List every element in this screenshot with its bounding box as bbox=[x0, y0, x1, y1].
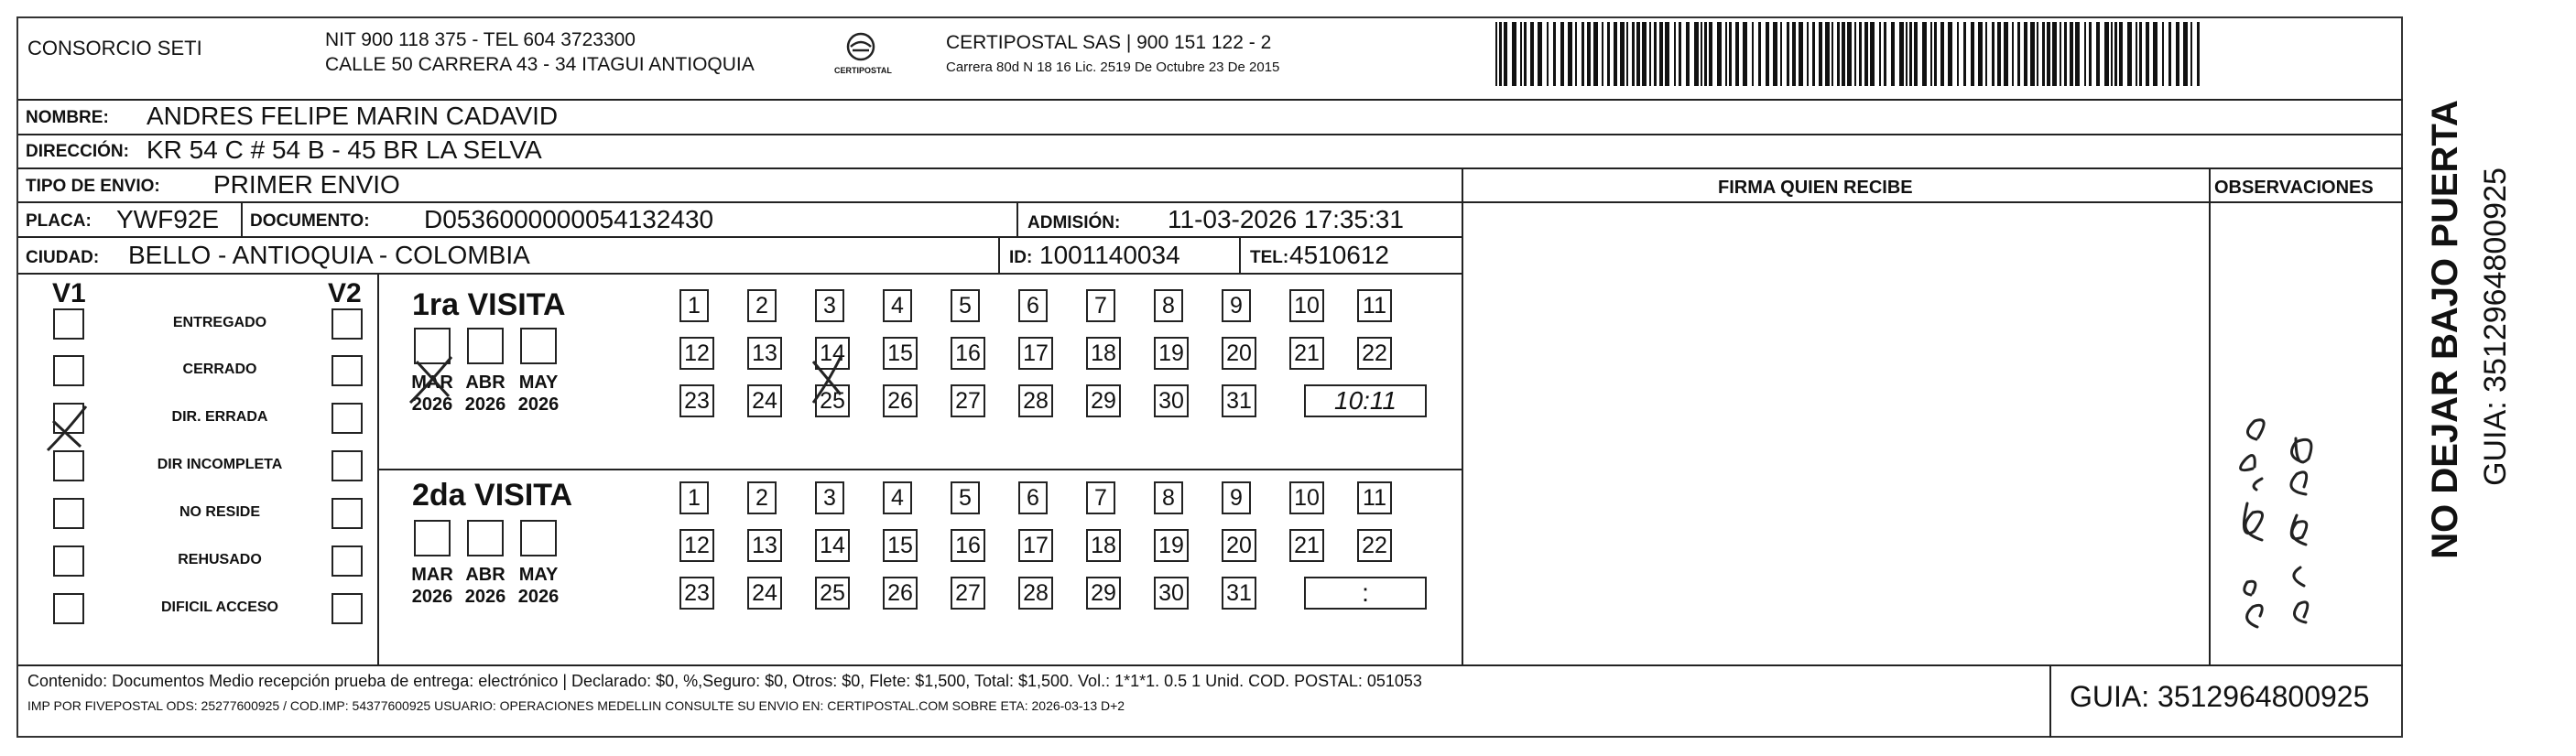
barcode-bar bbox=[1553, 22, 1556, 86]
day-box[interactable]: 14 bbox=[815, 337, 850, 370]
day-box[interactable]: 19 bbox=[1154, 337, 1189, 370]
year-label: 2026 bbox=[464, 587, 506, 607]
barcode-bar bbox=[1636, 22, 1640, 86]
barcode-bar bbox=[1704, 22, 1707, 86]
day-box[interactable]: 1 bbox=[679, 481, 709, 514]
barcode-bar bbox=[2047, 22, 2050, 86]
barcode-bar bbox=[2024, 22, 2027, 86]
id-label: ID: bbox=[1009, 248, 1033, 267]
barcode-bar bbox=[2127, 22, 2132, 86]
logo-text: CERTIPOSTAL bbox=[834, 66, 892, 75]
visit2-title: 2da VISITA bbox=[412, 478, 573, 513]
barcode-bar bbox=[1922, 22, 1927, 86]
admission-label: ADMISIÓN: bbox=[1027, 213, 1121, 232]
barcode-bar bbox=[1607, 22, 1610, 86]
day-box[interactable]: 26 bbox=[883, 384, 918, 417]
status-label: CERRADO bbox=[182, 362, 257, 377]
day-box[interactable]: 26 bbox=[883, 577, 918, 610]
city-value: BELLO - ANTIOQUIA - COLOMBIA bbox=[128, 241, 530, 269]
day-box[interactable]: 13 bbox=[747, 529, 782, 562]
day-box[interactable]: 8 bbox=[1154, 289, 1183, 322]
day-box[interactable]: 15 bbox=[883, 529, 918, 562]
barcode-bar bbox=[1752, 22, 1754, 86]
barcode-bar bbox=[1792, 22, 1796, 86]
day-box[interactable]: 12 bbox=[679, 529, 714, 562]
barcode-bar bbox=[2089, 22, 2092, 86]
barcode-bar bbox=[2176, 22, 2179, 86]
day-box[interactable]: 5 bbox=[951, 481, 980, 514]
address-label: DIRECCIÓN: bbox=[26, 142, 129, 161]
address-line: CALLE 50 CARRERA 43 - 34 ITAGUI ANTIOQUIA bbox=[325, 54, 755, 75]
barcode-bar bbox=[2004, 22, 2008, 86]
barcode-bar bbox=[2190, 22, 2192, 86]
barcode-bar bbox=[1914, 22, 1918, 86]
barcode-bar bbox=[1773, 22, 1777, 86]
status-label: DIR. ERRADA bbox=[171, 409, 268, 425]
barcode-bar bbox=[1547, 22, 1549, 86]
year-label: 2026 bbox=[517, 394, 560, 415]
barcode-bar bbox=[1985, 22, 1987, 86]
barcode-bar bbox=[1978, 22, 1983, 86]
day-box[interactable]: 29 bbox=[1086, 577, 1121, 610]
barcode-bar bbox=[1575, 22, 1577, 86]
barcode-bar bbox=[1729, 22, 1732, 86]
day-box[interactable]: 31 bbox=[1222, 384, 1256, 417]
barcode-bar bbox=[1766, 22, 1769, 86]
barcode-bar bbox=[2096, 22, 2100, 86]
barcode-bar bbox=[2012, 22, 2014, 86]
barcode-bar bbox=[1971, 22, 1974, 86]
side-guia: GUIA: 3512964800925 bbox=[2478, 167, 2513, 486]
month-label: MAY bbox=[518, 373, 559, 393]
barcode-bar bbox=[1812, 22, 1815, 86]
city-label: CIUDAD: bbox=[26, 248, 100, 267]
day-box[interactable]: 22 bbox=[1357, 337, 1392, 370]
barcode-bar bbox=[1934, 22, 1937, 86]
year-label: 2026 bbox=[517, 587, 560, 607]
day-box[interactable]: 4 bbox=[883, 481, 912, 514]
day-box[interactable]: 4 bbox=[883, 289, 912, 322]
recipient-address: KR 54 C # 54 B - 45 BR LA SELVA bbox=[147, 135, 542, 164]
shipment-type: PRIMER ENVIO bbox=[213, 170, 400, 199]
day-box[interactable]: 19 bbox=[1154, 529, 1189, 562]
barcode-bar bbox=[1997, 22, 2001, 86]
day-box[interactable]: 17 bbox=[1018, 529, 1053, 562]
day-box[interactable]: 21 bbox=[1289, 337, 1324, 370]
month-label: ABR bbox=[465, 373, 505, 393]
barcode-bar bbox=[2197, 22, 2200, 86]
barcode-bar bbox=[2017, 22, 2020, 86]
status-label: REHUSADO bbox=[178, 552, 262, 567]
side-vertical-text bbox=[2408, 37, 2513, 641]
barcode-bar bbox=[1847, 22, 1852, 86]
v2-label: V2 bbox=[328, 278, 362, 308]
barcode-bar bbox=[1512, 22, 1516, 86]
day-box[interactable]: 7 bbox=[1086, 289, 1115, 322]
day-box[interactable]: 9 bbox=[1222, 481, 1251, 514]
status-label: DIFICIL ACCESO bbox=[160, 599, 278, 615]
barcode-bar bbox=[1709, 22, 1712, 86]
barcode-bar bbox=[2037, 22, 2038, 86]
barcode-bar bbox=[1674, 22, 1676, 86]
day-box[interactable]: 27 bbox=[951, 577, 985, 610]
barcode-bar bbox=[2162, 22, 2164, 86]
day-box[interactable]: 1 bbox=[679, 289, 709, 322]
day-box[interactable]: 6 bbox=[1018, 289, 1048, 322]
barcode-bar bbox=[1909, 22, 1912, 86]
barcode-bar bbox=[2183, 22, 2188, 86]
day-box[interactable]: 24 bbox=[747, 384, 782, 417]
day-box[interactable]: 30 bbox=[1154, 384, 1189, 417]
barcode-bar bbox=[1948, 22, 1952, 86]
side-warning: NO DEJAR BAJO PUERTA bbox=[2425, 100, 2465, 559]
barcode-bar bbox=[1654, 22, 1657, 86]
barcode-bar bbox=[2070, 22, 2073, 86]
day-box[interactable]: 7 bbox=[1086, 481, 1115, 514]
barcode-bar bbox=[1992, 22, 1994, 86]
barcode-bar bbox=[1602, 22, 1603, 86]
barcode-bar bbox=[1717, 22, 1722, 86]
year-label: 2026 bbox=[411, 587, 453, 607]
day-box[interactable]: 5 bbox=[951, 289, 980, 322]
barcode-bar bbox=[1787, 22, 1789, 86]
barcode-bar bbox=[2111, 22, 2113, 86]
day-box[interactable]: 3 bbox=[815, 481, 844, 514]
day-box[interactable]: 23 bbox=[679, 384, 714, 417]
observations-handwriting bbox=[2216, 366, 2335, 641]
day-box[interactable]: 20 bbox=[1222, 337, 1256, 370]
day-box[interactable]: 24 bbox=[747, 577, 782, 610]
barcode-bar bbox=[1659, 22, 1663, 86]
barcode-bar bbox=[2084, 22, 2086, 86]
day-box[interactable]: 28 bbox=[1018, 577, 1053, 610]
barcode-bar bbox=[1963, 22, 1966, 86]
day-box[interactable]: 31 bbox=[1222, 577, 1256, 610]
footer-imp-line: IMP POR FIVEPOSTAL ODS: 25277600925 / COD.IMP: 54377600925 USUARIO: OPERACIONES MEDELLIN CONSULTE SU ENVIO EN: CERTIPOSTAL.COM SOBRE ETA: 2026-03-13 D+2 bbox=[27, 698, 1125, 713]
observations-header: OBSERVACIONES bbox=[2214, 178, 2374, 198]
day-box[interactable]: 10 bbox=[1289, 481, 1324, 514]
barcode-bar bbox=[1879, 22, 1881, 86]
recipient-name: ANDRES FELIPE MARIN CADAVID bbox=[147, 102, 559, 130]
barcode-bar bbox=[2153, 22, 2158, 86]
barcode-bar bbox=[1842, 22, 1845, 86]
month-label: MAY bbox=[518, 565, 559, 585]
barcode-bar bbox=[2136, 22, 2137, 86]
barcode-bar bbox=[2139, 22, 2142, 86]
day-box[interactable]: 11 bbox=[1357, 481, 1392, 514]
barcode-bar bbox=[1642, 22, 1647, 86]
day-box[interactable]: 3 bbox=[815, 289, 844, 322]
barcode bbox=[1495, 22, 2202, 86]
plate-label: PLACA: bbox=[26, 211, 92, 231]
company-name: CONSORCIO SETI bbox=[27, 37, 202, 59]
footer-guia: GUIA: 3512964800925 bbox=[2070, 680, 2370, 713]
day-box[interactable]: 30 bbox=[1154, 577, 1189, 610]
day-box[interactable]: 18 bbox=[1086, 529, 1121, 562]
barcode-bar bbox=[1620, 22, 1625, 86]
status-label: DIR INCOMPLETA bbox=[157, 457, 283, 472]
barcode-bar bbox=[2075, 22, 2080, 86]
barcode-bar bbox=[1725, 22, 1727, 86]
barcode-bar bbox=[1495, 22, 1497, 86]
day-box[interactable]: 16 bbox=[951, 337, 985, 370]
barcode-bar bbox=[2042, 22, 2045, 86]
barcode-bar bbox=[1884, 22, 1886, 86]
barcode-bar bbox=[1626, 22, 1628, 86]
barcode-bar bbox=[2052, 22, 2057, 86]
day-box[interactable]: 11 bbox=[1357, 289, 1392, 322]
day-box[interactable]: 2 bbox=[747, 481, 777, 514]
barcode-bar bbox=[1743, 22, 1747, 86]
barcode-bar bbox=[1930, 22, 1932, 86]
day-box[interactable]: 15 bbox=[883, 337, 918, 370]
barcode-bar bbox=[2064, 22, 2067, 86]
month-label: MAR bbox=[411, 565, 453, 585]
day-box[interactable]: 21 bbox=[1289, 529, 1324, 562]
barcode-bar bbox=[1899, 22, 1904, 86]
v1-label: V1 bbox=[52, 278, 86, 308]
day-box[interactable]: 16 bbox=[951, 529, 985, 562]
day-box[interactable]: 8 bbox=[1154, 481, 1183, 514]
barcode-bar bbox=[1735, 22, 1739, 86]
barcode-bar bbox=[1864, 22, 1868, 86]
day-box[interactable]: 17 bbox=[1018, 337, 1053, 370]
barcode-bar bbox=[1825, 22, 1830, 86]
barcode-bar bbox=[1891, 22, 1895, 86]
month-label: MAR bbox=[411, 373, 453, 393]
barcode-bar bbox=[1701, 22, 1702, 86]
barcode-bar bbox=[1581, 22, 1584, 86]
day-box[interactable]: 28 bbox=[1018, 384, 1053, 417]
barcode-bar bbox=[1686, 22, 1690, 86]
day-box[interactable]: 25 bbox=[815, 577, 850, 610]
barcode-bar bbox=[2146, 22, 2149, 86]
barcode-bar bbox=[1906, 22, 1908, 86]
barcode-bar bbox=[1957, 22, 1959, 86]
barcode-bar bbox=[1524, 22, 1527, 86]
footer-content-line: Contenido: Documentos Medio recepción prueba de entrega: electrónico | Declarado: $0, %,Seguro: $0, Otros: $0, Flete: $1,500, Total: $1,500. Vol.: 1*1*1. 0.5 1 Unid. COD. POSTAL: 051053 bbox=[27, 672, 1422, 690]
barcode-bar bbox=[1649, 22, 1651, 86]
barcode-bar bbox=[1632, 22, 1635, 86]
time-box[interactable]: : bbox=[1304, 577, 1427, 610]
nit-line: NIT 900 118 375 - TEL 604 3723300 bbox=[325, 29, 636, 50]
barcode-bar bbox=[1940, 22, 1944, 86]
year-label: 2026 bbox=[464, 394, 506, 415]
id-value: 1001140034 bbox=[1039, 241, 1180, 269]
barcode-bar bbox=[2030, 22, 2035, 86]
day-box[interactable]: 23 bbox=[679, 577, 714, 610]
status-label: NO RESIDE bbox=[179, 504, 260, 520]
name-label: NOMBRE: bbox=[26, 108, 109, 127]
barcode-bars bbox=[1495, 22, 2202, 86]
barcode-bar bbox=[1807, 22, 1809, 86]
day-box[interactable]: 22 bbox=[1357, 529, 1392, 562]
barcode-bar bbox=[2168, 22, 2171, 86]
barcode-bar bbox=[2119, 22, 2123, 86]
barcode-bar bbox=[1870, 22, 1875, 86]
time-box[interactable]: 10:11 bbox=[1304, 384, 1427, 417]
document-value: D0536000000054132430 bbox=[424, 205, 714, 233]
barcode-bar bbox=[2060, 22, 2061, 86]
barcode-bar bbox=[1665, 22, 1669, 86]
barcode-bar bbox=[1499, 22, 1502, 86]
day-box[interactable]: 2 bbox=[747, 289, 777, 322]
barcode-bar bbox=[2104, 22, 2109, 86]
day-box[interactable]: 20 bbox=[1222, 529, 1256, 562]
barcode-bar bbox=[1520, 22, 1522, 86]
type-label: TIPO DE ENVIO: bbox=[26, 177, 160, 196]
signature-area[interactable] bbox=[1463, 203, 2207, 664]
barcode-bar bbox=[1837, 22, 1840, 86]
year-label: 2026 bbox=[411, 394, 453, 415]
barcode-bar bbox=[1831, 22, 1833, 86]
barcode-bar bbox=[1819, 22, 1822, 86]
day-box[interactable]: 25 bbox=[815, 384, 850, 417]
barcode-bar bbox=[1538, 22, 1542, 86]
day-box[interactable]: 6 bbox=[1018, 481, 1048, 514]
barcode-bar bbox=[1593, 22, 1598, 86]
barcode-bar bbox=[1560, 22, 1564, 86]
barcode-bar bbox=[1799, 22, 1803, 86]
signature-header: FIRMA QUIEN RECIBE bbox=[1718, 178, 1913, 198]
tel-value: 4510612 bbox=[1289, 241, 1390, 269]
barcode-bar bbox=[1758, 22, 1761, 86]
status-label: ENTREGADO bbox=[172, 315, 267, 330]
day-box[interactable]: 12 bbox=[679, 337, 714, 370]
day-box[interactable]: 14 bbox=[815, 529, 850, 562]
tel-label: TEL: bbox=[1250, 248, 1289, 267]
day-box[interactable]: 27 bbox=[951, 384, 985, 417]
barcode-bar bbox=[1679, 22, 1681, 86]
observations-text bbox=[2216, 366, 2223, 367]
certipostal-line: CERTIPOSTAL SAS | 900 151 122 - 2 bbox=[946, 32, 1272, 53]
barcode-bar bbox=[1859, 22, 1862, 86]
barcode-bar bbox=[1530, 22, 1534, 86]
certipostal-license: Carrera 80d N 18 16 Lic. 2519 De Octubre 23 De 2015 bbox=[946, 59, 1280, 75]
document-label: DOCUMENTO: bbox=[250, 211, 370, 231]
admission-value: 11-03-2026 17:35:31 bbox=[1168, 205, 1404, 233]
barcode-bar bbox=[1614, 22, 1617, 86]
barcode-bar bbox=[1568, 22, 1572, 86]
visit1-title: 1ra VISITA bbox=[412, 287, 566, 322]
day-box[interactable]: 10 bbox=[1289, 289, 1324, 322]
day-box[interactable]: 9 bbox=[1222, 289, 1251, 322]
barcode-bar bbox=[2114, 22, 2117, 86]
day-box[interactable]: 18 bbox=[1086, 337, 1121, 370]
plate-value: YWF92E bbox=[116, 205, 220, 233]
barcode-bar bbox=[1780, 22, 1782, 86]
barcode-bar bbox=[1587, 22, 1591, 86]
day-box[interactable]: 13 bbox=[747, 337, 782, 370]
barcode-bar bbox=[1854, 22, 1856, 86]
barcode-bar bbox=[1694, 22, 1699, 86]
barcode-bar bbox=[1504, 22, 1507, 86]
day-box[interactable]: 29 bbox=[1086, 384, 1121, 417]
month-label: ABR bbox=[465, 565, 505, 585]
